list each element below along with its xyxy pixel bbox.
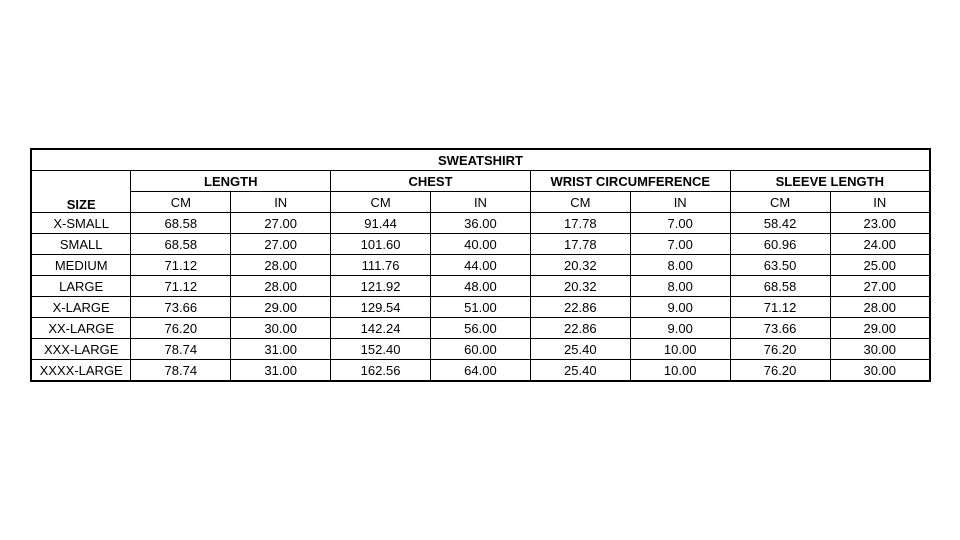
measurement-cell: 29.00 xyxy=(231,297,331,318)
unit-header-sleeve-length-in: IN xyxy=(830,192,930,213)
measurement-cell: 22.86 xyxy=(530,297,630,318)
group-header-length: LENGTH xyxy=(131,171,331,192)
size-label: XXXX-LARGE xyxy=(31,360,131,382)
measurement-cell: 8.00 xyxy=(630,255,730,276)
table-row xyxy=(31,234,930,255)
measurement-cell: 29.00 xyxy=(830,318,930,339)
measurement-cell: 121.92 xyxy=(331,276,431,297)
size-label: XX-LARGE xyxy=(31,318,131,339)
unit-header-chest-cm: CM xyxy=(331,192,431,213)
measurement-cell: 68.58 xyxy=(131,213,231,234)
measurement-cell: 71.12 xyxy=(131,255,231,276)
measurement-cell: 101.60 xyxy=(331,234,431,255)
measurement-cell: 56.00 xyxy=(431,318,531,339)
unit-header-wrist-circumference-in: IN xyxy=(630,192,730,213)
measurement-cell: 7.00 xyxy=(630,213,730,234)
measurement-cell: 73.66 xyxy=(730,318,830,339)
measurement-cell: 8.00 xyxy=(630,276,730,297)
measurement-cell: 10.00 xyxy=(630,339,730,360)
group-header-chest: CHEST xyxy=(331,171,531,192)
measurement-cell: 63.50 xyxy=(730,255,830,276)
size-label: X-LARGE xyxy=(31,297,131,318)
measurement-cell: 27.00 xyxy=(231,234,331,255)
measurement-cell: 10.00 xyxy=(630,360,730,382)
measurement-cell: 60.00 xyxy=(431,339,531,360)
measurement-cell: 40.00 xyxy=(431,234,531,255)
size-label: X-SMALL xyxy=(31,213,131,234)
measurement-cell: 68.58 xyxy=(730,276,830,297)
unit-header-sleeve-length-cm: CM xyxy=(730,192,830,213)
measurement-cell: 71.12 xyxy=(730,297,830,318)
measurement-cell: 24.00 xyxy=(830,234,930,255)
size-column-header: SIZE xyxy=(31,171,131,213)
measurement-cell: 30.00 xyxy=(231,318,331,339)
measurement-cell: 142.24 xyxy=(331,318,431,339)
table-body xyxy=(31,213,930,382)
measurement-cell: 76.20 xyxy=(131,318,231,339)
measurement-cell: 20.32 xyxy=(530,255,630,276)
size-label: SMALL xyxy=(31,234,131,255)
size-chart-table xyxy=(30,148,931,382)
table-row xyxy=(31,213,930,234)
unit-header-chest-in: IN xyxy=(431,192,531,213)
measurement-cell: 51.00 xyxy=(431,297,531,318)
measurement-cell: 22.86 xyxy=(530,318,630,339)
measurement-cell: 162.56 xyxy=(331,360,431,382)
measurement-cell: 27.00 xyxy=(830,276,930,297)
table-row xyxy=(31,297,930,318)
measurement-cell: 31.00 xyxy=(231,339,331,360)
measurement-cell: 60.96 xyxy=(730,234,830,255)
measurement-cell: 78.74 xyxy=(131,360,231,382)
measurement-cell: 76.20 xyxy=(730,339,830,360)
measurement-cell: 76.20 xyxy=(730,360,830,382)
measurement-cell: 7.00 xyxy=(630,234,730,255)
size-label: LARGE xyxy=(31,276,131,297)
measurement-cell: 27.00 xyxy=(231,213,331,234)
table-row xyxy=(31,255,930,276)
measurement-cell: 28.00 xyxy=(830,297,930,318)
measurement-cell: 129.54 xyxy=(331,297,431,318)
measurement-cell: 30.00 xyxy=(830,360,930,382)
measurement-cell: 78.74 xyxy=(131,339,231,360)
measurement-cell: 25.40 xyxy=(530,360,630,382)
measurement-cell: 17.78 xyxy=(530,213,630,234)
units-row xyxy=(31,192,930,213)
measurement-cell: 9.00 xyxy=(630,318,730,339)
group-header-wrist-circumference: WRIST CIRCUMFERENCE xyxy=(530,171,730,192)
unit-header-wrist-circumference-cm: CM xyxy=(530,192,630,213)
measurement-cell: 68.58 xyxy=(131,234,231,255)
table-row xyxy=(31,339,930,360)
measurement-cell: 44.00 xyxy=(431,255,531,276)
group-header-sleeve-length: SLEEVE LENGTH xyxy=(730,171,930,192)
measurement-cell: 48.00 xyxy=(431,276,531,297)
measurement-cell: 9.00 xyxy=(630,297,730,318)
unit-header-length-cm: CM xyxy=(131,192,231,213)
table-title: SWEATSHIRT xyxy=(31,149,930,171)
measurement-cell: 58.42 xyxy=(730,213,830,234)
measurement-cell: 28.00 xyxy=(231,255,331,276)
table-row xyxy=(31,360,930,382)
measurement-cell: 71.12 xyxy=(131,276,231,297)
measurement-cell: 20.32 xyxy=(530,276,630,297)
measurement-cell: 17.78 xyxy=(530,234,630,255)
measurement-cell: 30.00 xyxy=(830,339,930,360)
table-row xyxy=(31,318,930,339)
unit-header-length-in: IN xyxy=(231,192,331,213)
measurement-cell: 91.44 xyxy=(331,213,431,234)
measurement-cell: 36.00 xyxy=(431,213,531,234)
measurement-cell: 64.00 xyxy=(431,360,531,382)
measurement-cell: 28.00 xyxy=(231,276,331,297)
size-label: MEDIUM xyxy=(31,255,131,276)
measurement-cell: 152.40 xyxy=(331,339,431,360)
measurement-cell: 31.00 xyxy=(231,360,331,382)
measurement-cell: 23.00 xyxy=(830,213,930,234)
measurement-cell: 25.00 xyxy=(830,255,930,276)
table-row xyxy=(31,276,930,297)
measurement-cell: 25.40 xyxy=(530,339,630,360)
measurement-cell: 73.66 xyxy=(131,297,231,318)
measurement-cell: 111.76 xyxy=(331,255,431,276)
size-label: XXX-LARGE xyxy=(31,339,131,360)
